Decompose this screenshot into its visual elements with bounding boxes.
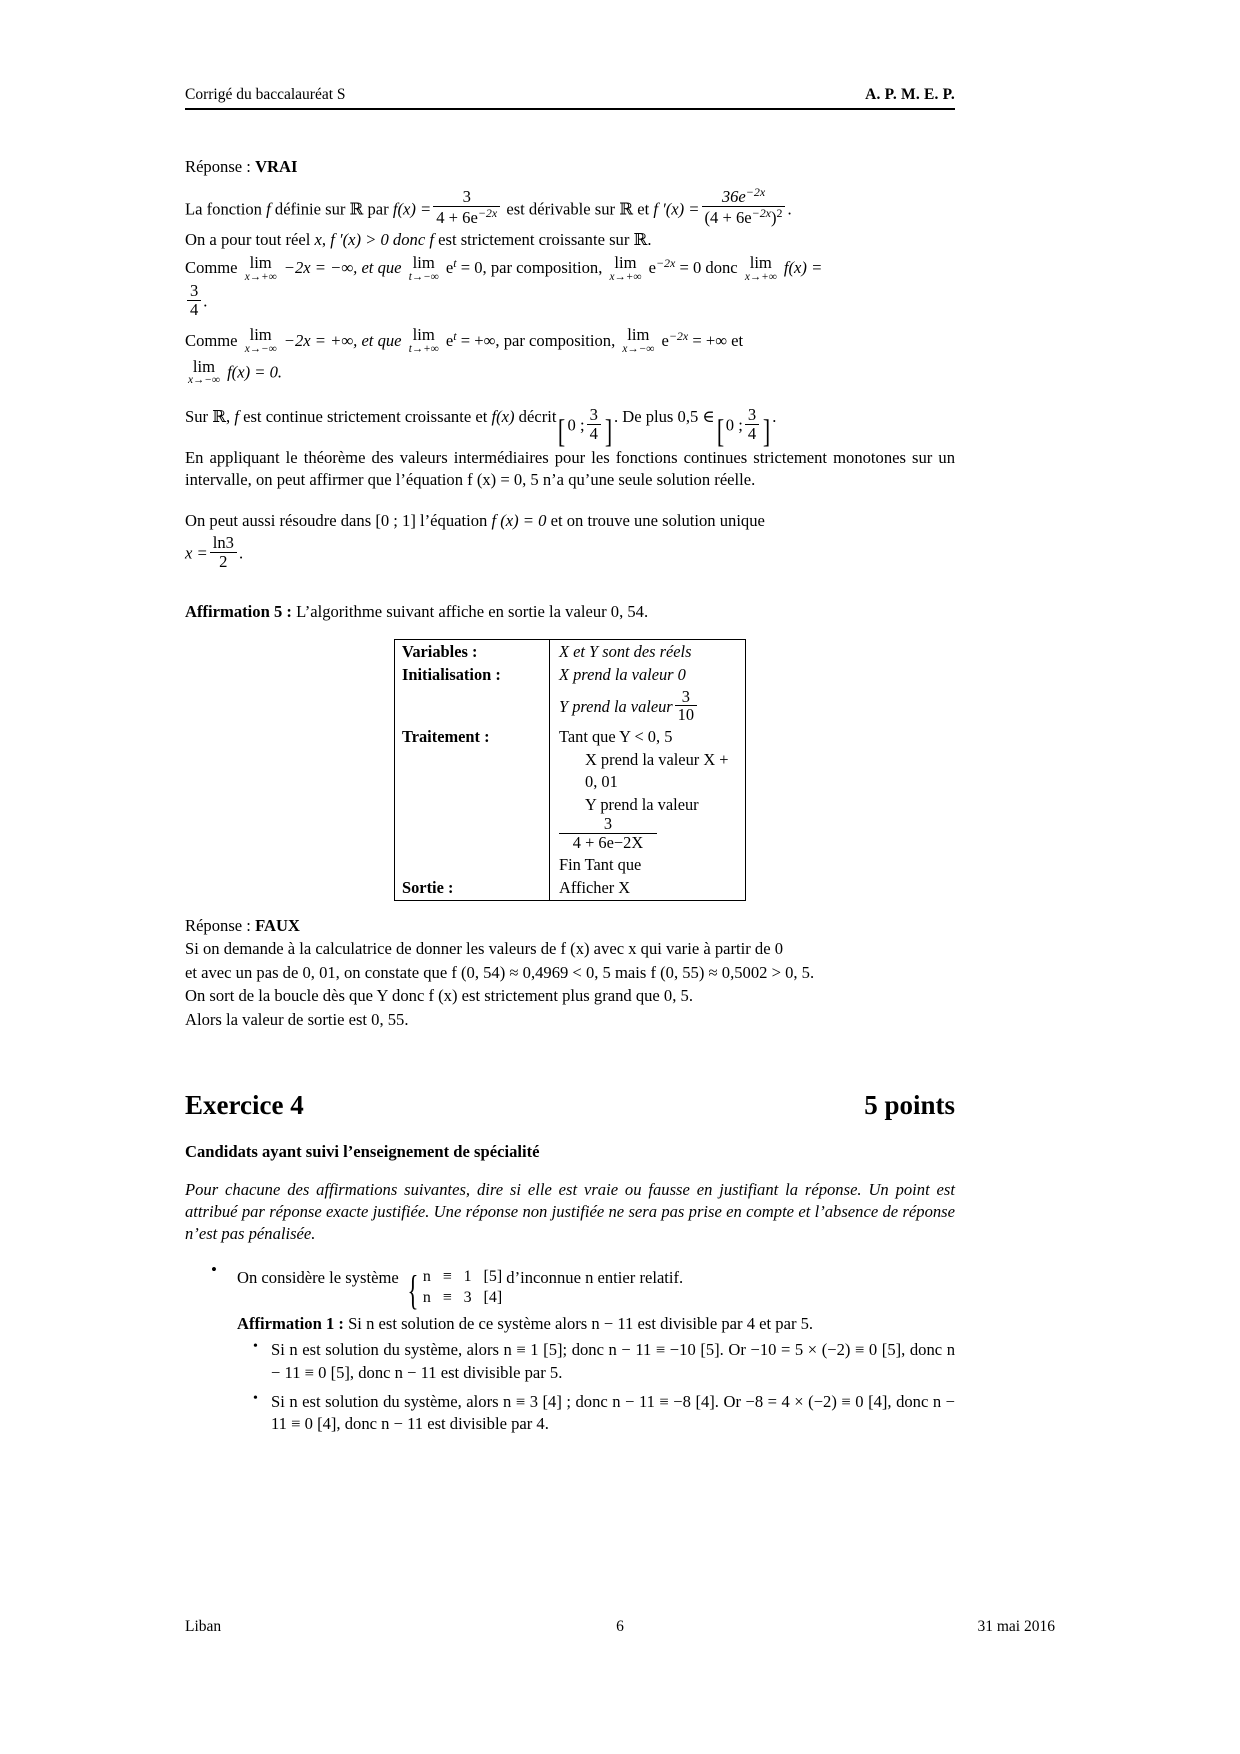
lp-e2: e — [648, 258, 656, 278]
pf-t3: par — [367, 199, 389, 219]
reponse-vrai-line — [185, 156, 955, 178]
para-limite-plus-frac — [185, 282, 955, 319]
tvi-int2-frac — [745, 406, 759, 443]
algo-value-x-assign — [550, 748, 746, 793]
para-faux-l1: Si on demande à la calculatrice de donner les valeurs de f (x) avec x qui varie à partir de 0 — [185, 939, 784, 959]
lp-e1-sup: t — [453, 256, 457, 271]
spacer-1 — [185, 388, 955, 401]
systeme-row-2: n ≡ 3 [4] — [422, 1289, 503, 1307]
lm-expr4: f(x) = 0. — [227, 362, 283, 382]
page-footer — [185, 1618, 1055, 1636]
spacer-3 — [185, 572, 955, 585]
algo-value-init-x — [550, 663, 746, 686]
systeme-intro: On considère le système — [237, 1267, 399, 1287]
lm-lim4 — [188, 356, 220, 387]
pf-frac2-num-exp: −2x — [745, 184, 766, 199]
tvi-R: ℝ — [212, 407, 227, 427]
list-item — [185, 1259, 955, 1436]
lm-expr2: = +∞, par composition, — [460, 331, 616, 351]
pr-frac-num: ln3 — [212, 532, 234, 552]
lp-frac-num: 3 — [190, 281, 199, 301]
lp-expr3: = 0 donc — [679, 258, 738, 278]
algo-label-variables: Variables : — [395, 640, 550, 664]
pr-t1: On peut aussi résoudre dans [0 ; 1] l’équation — [185, 511, 488, 531]
tvi-interval-1 — [556, 405, 613, 450]
tvi-int1-left: 0 ; — [567, 415, 585, 435]
affirmation5-text: L’algorithme suivant affiche en sortie la valeur 0, 54. — [296, 602, 649, 622]
reponse-faux-value: FAUX — [255, 915, 300, 935]
tvi-int2-den: 4 — [745, 424, 759, 443]
algo-label-sortie: Sortie : — [395, 876, 550, 900]
algo-value-init-y — [550, 687, 746, 725]
lp-lim1-top: lim — [249, 252, 272, 272]
exercice-4-heading — [185, 1088, 955, 1123]
para-resoudre-1 — [185, 510, 955, 532]
affirmation1-label: Affirmation 1 : — [237, 1313, 344, 1333]
algo-value-init-x-text: X prend la valeur 0 — [559, 665, 686, 685]
lp-lim2 — [408, 252, 439, 283]
para-resoudre-2 — [185, 534, 955, 571]
algo-value-sortie-text: Afficher X — [559, 878, 631, 898]
lm-lim1 — [245, 327, 277, 355]
tvi-interval-2 — [715, 405, 772, 450]
affirmation1-text: Si n est solution de ce système alors n − 11 est divisible par 4 et par 5. — [348, 1313, 814, 1333]
lp-e2-sup: −2x — [655, 256, 676, 271]
pf-frac1-den — [433, 206, 500, 227]
pc-R: ℝ — [633, 229, 648, 249]
algo-init-y-frac — [675, 688, 697, 724]
list-item: • Si n est solution du système, alors n ≡ 3 [4] ; donc n − 11 ≡ −8 [4]. Or −8 = 4 × (−2) ≡ 0 [4], donc n − 11 ≡ 0 [4], donc n − 11 est divisible par 4. — [237, 1391, 955, 1435]
algo-label-traitement: Traitement : — [395, 725, 550, 748]
pf-frac2 — [702, 186, 786, 227]
lm-lim1-bot: x→−∞ — [244, 343, 277, 356]
lp-lim4 — [744, 252, 777, 283]
algo-value-tantque — [550, 725, 746, 748]
lp-lim1-bot: x→+∞ — [244, 270, 277, 283]
algo-value-variables-text: X et Y sont des réels — [559, 642, 692, 662]
pf-f: f — [266, 199, 271, 219]
algo-label-blank-4 — [395, 853, 550, 876]
lp-e1: e — [445, 258, 454, 278]
tvi-t5: . De plus 0,5 ∈ — [613, 407, 715, 427]
tvi-bracket-open-1: [ — [558, 412, 566, 450]
algo-init-y-num: 3 — [681, 686, 690, 706]
lp-expr1: −2x = −∞, et que — [283, 258, 402, 278]
pr-fx: f (x) = 0 — [491, 511, 547, 531]
affirmation1-proof-list — [237, 1339, 955, 1435]
tvi-bracket-open-2: [ — [716, 412, 724, 450]
reponse-faux-label: Réponse : — [185, 915, 251, 935]
tvi-bracket-close-1: ] — [604, 412, 613, 450]
lm-e2: e — [661, 331, 669, 351]
lm-lim2 — [409, 327, 439, 355]
pf-frac1-num: 3 — [462, 186, 471, 206]
algo-value-variables — [550, 640, 746, 664]
reponse-vrai-value: VRAI — [255, 157, 298, 176]
table-row — [395, 853, 746, 876]
pc-t1: On a pour tout réel — [185, 229, 311, 249]
pc-t4: est strictement croissante sur — [438, 229, 630, 249]
pf-t1: La fonction — [185, 199, 262, 219]
lm-lim2-bot: t→+∞ — [408, 343, 439, 356]
exercice-4-title: Exercice 4 — [185, 1090, 304, 1121]
pf-frac2-den — [702, 206, 786, 227]
pf-t2: définie sur — [274, 199, 346, 219]
pf-t4: est dérivable sur — [506, 199, 616, 219]
pf-frac2-den-close: ) — [770, 207, 777, 227]
pf-frac2-den-exp: −2x — [751, 205, 771, 220]
pr-t3: x = — [185, 542, 208, 562]
lm-e2-sup: −2x — [668, 328, 689, 343]
lp-lim2-bot: t→−∞ — [408, 270, 439, 283]
tvi-f: f — [234, 407, 239, 427]
algo-value-x-assign-text: X prend la valeur X + 0, 01 — [585, 750, 729, 791]
tvi-int2-num: 3 — [747, 405, 757, 425]
table-row — [395, 876, 746, 900]
tvi-int1-frac — [587, 406, 601, 443]
affirmation5-line — [185, 601, 955, 623]
pr-t4: . — [238, 542, 244, 562]
para-limite-moins — [185, 325, 955, 357]
algorithm-table-wrapper — [185, 639, 955, 901]
page-content — [185, 86, 955, 1442]
para-tvi-1 — [185, 401, 955, 450]
affirmation5-label: Affirmation 5 : — [185, 602, 292, 622]
lm-expr1: −2x = +∞, et que — [283, 331, 402, 351]
table-row — [395, 793, 746, 853]
tvi-t3: est continue strictement croissante et — [243, 407, 488, 427]
pr-frac-den: 2 — [210, 552, 237, 571]
para-limite-moins-2 — [185, 356, 955, 387]
pf-frac1-den-base: 4 + 6e — [436, 207, 478, 227]
pr-frac — [210, 534, 237, 571]
para-fonction — [185, 186, 955, 227]
para-limite-plus — [185, 252, 955, 284]
lm-lim3-bot: x→−∞ — [622, 343, 655, 356]
pr-t2: et on trouve une solution unique — [550, 511, 765, 531]
running-header-right: A. P. M. E. P. — [865, 86, 955, 103]
para-faux-l3: On sort de la boucle dès que Y donc f (x) est strictement plus grand que 0, 5. — [185, 986, 693, 1006]
algo-value-y-assign — [550, 793, 746, 853]
table-row — [395, 663, 746, 686]
lm-comme: Comme — [185, 331, 238, 351]
para-croissante — [185, 229, 955, 251]
systeme-line — [237, 1266, 684, 1313]
tvi-bracket-close-2: ] — [763, 412, 771, 450]
algo-label-blank-2 — [395, 748, 550, 793]
algo-label-initialisation: Initialisation : — [395, 663, 550, 686]
lp-lim1 — [244, 252, 277, 283]
tvi-int1-num: 3 — [589, 405, 598, 425]
algo-value-init-y-text: Y prend la valeur — [559, 696, 673, 716]
algo-y-num: 3 — [603, 814, 613, 834]
pc-t3: f ′(x) > 0 donc — [330, 229, 426, 249]
para-faux-l4: Alors la valeur de sortie est 0, 55. — [185, 1009, 409, 1029]
pc-t5: . — [647, 229, 652, 249]
tvi-t1: Sur — [185, 407, 209, 427]
algo-y-frac — [559, 815, 736, 851]
footer-left: Liban — [185, 1618, 222, 1635]
para-faux-l2: et avec un pas de 0, 01, on constate que f (0, 54) ≈ 0,4969 < 0, 5 mais f (0, 55) ≈ 0,5002 > 0, 5. — [185, 962, 815, 982]
pf-frac2-den-a: (4 + 6e — [704, 207, 752, 227]
running-header-left: Corrigé du baccalauréat S — [185, 86, 346, 103]
exercice-4-instructions: Pour chacune des affirmations suivantes, dire si elle est vraie ou fausse en justifiant la réponse. Un point est attribué par réponse exacte justifiée. Une réponse non justifiée ne sera pas prise en compte et l’absence de réponse n’est pas pénalisée. — [185, 1179, 955, 1243]
pc-f: f — [429, 229, 434, 249]
table-row — [395, 748, 746, 793]
lm-lim3 — [622, 327, 654, 355]
lp-lim3-top: lim — [614, 252, 637, 272]
lm-lim3-top: lim — [627, 325, 650, 345]
algo-value-tantque-text: Tant que Y < 0, 5 — [559, 727, 673, 747]
pf-R2: ℝ — [619, 199, 634, 219]
lm-lim1-top: lim — [249, 325, 272, 345]
tvi-fx: f(x) — [491, 407, 515, 427]
lp-frac-period: . — [203, 291, 208, 311]
lm-e1: e — [445, 331, 454, 351]
systeme-row-1: n ≡ 1 [5] — [422, 1268, 503, 1286]
pc-t2: , — [321, 229, 327, 249]
running-header — [185, 86, 955, 108]
table-row — [395, 640, 746, 664]
exercice-4-points: 5 points — [864, 1090, 955, 1121]
reponse-vrai-label: Réponse : — [185, 157, 251, 176]
algo-value-sortie — [550, 876, 746, 900]
exercice-4-subtitle: Candidats ayant suivi l’enseignement de spécialité — [185, 1142, 540, 1162]
lm-lim4-top: lim — [192, 356, 216, 376]
lp-lim4-top: lim — [749, 252, 772, 272]
tvi-int2-left: 0 ; — [725, 415, 743, 435]
table-row — [395, 725, 746, 748]
algo-init-y-den: 10 — [675, 705, 697, 724]
systeme-rows — [423, 1266, 502, 1308]
lp-lim3-bot: x→+∞ — [609, 270, 642, 283]
pf-frac1 — [433, 188, 500, 227]
pf-frac2-den-pow: 2 — [776, 205, 783, 220]
reponse-faux-line — [185, 915, 955, 937]
pf-fprime: f ′(x) = — [653, 199, 700, 219]
algo-y-den: 4 + 6e−2X — [559, 833, 657, 852]
algo-label-blank-3 — [395, 793, 550, 853]
lp-frac — [187, 282, 201, 319]
lm-lim4-bot: x→−∞ — [188, 374, 220, 387]
pf-frac2-num — [702, 186, 786, 206]
pf-fx: f(x) = — [392, 199, 432, 219]
systeme-outro: d’inconnue n entier relatif. — [506, 1267, 684, 1287]
algo-label-blank-1 — [395, 687, 550, 725]
lp-expr4: f(x) = — [783, 258, 823, 278]
lm-e1-sup: t — [453, 328, 457, 343]
footer-right: 31 mai 2016 — [977, 1618, 1055, 1635]
pf-R: ℝ — [349, 199, 364, 219]
lp-lim3 — [609, 252, 642, 283]
algo-value-y-assign-text: Y prend la valeur — [585, 795, 699, 815]
spacer-2 — [185, 492, 955, 498]
pf-period: . — [787, 199, 792, 219]
lp-expr2: = 0, par composition, — [460, 258, 603, 278]
tvi-t4: décrit — [518, 407, 557, 427]
document-body — [185, 156, 955, 1435]
lm-lim2-top: lim — [412, 325, 435, 345]
lp-lim2-top: lim — [412, 252, 435, 272]
systeme-list — [185, 1259, 955, 1436]
footer-page-number: 6 — [616, 1618, 624, 1635]
pf-t5: et — [637, 199, 650, 219]
tvi-t6: . — [772, 407, 777, 427]
lp-lim4-bot: x→+∞ — [744, 270, 777, 283]
lm-expr3: = +∞ et — [692, 331, 744, 351]
algorithm-table — [394, 639, 746, 901]
systeme-braces — [403, 1266, 503, 1313]
affirmation1-line — [237, 1313, 955, 1335]
lp-frac-den: 4 — [187, 300, 201, 319]
list-item: • Si n est solution du système, alors n ≡ 1 [5]; donc n − 11 ≡ −10 [5]. Or −10 = 5 × (−2) ≡ 0 [5], donc n − 11 ≡ 0 [5], donc n − 11 est divisible par 5. — [237, 1339, 955, 1383]
tvi-int1-den: 4 — [587, 424, 601, 443]
lp-comme: Comme — [185, 258, 238, 278]
para-tvi-2: En appliquant le théorème des valeurs intermédiaires pour les fonctions continues strictement monotones sur un intervalle, on peut affirmer que l’équation f (x) = 0, 5 n’a qu’une seule solution réelle. — [185, 447, 955, 489]
table-row — [395, 687, 746, 725]
header-rule — [185, 108, 955, 110]
tvi-t2: , — [226, 407, 231, 427]
algo-value-fintantque: Fin Tant que — [559, 854, 642, 874]
systeme-brace-icon: { — [407, 1266, 419, 1313]
pf-frac2-num-base: 36e — [721, 186, 746, 206]
pf-frac1-den-exp: −2x — [477, 205, 498, 220]
pc-x: x — [314, 229, 322, 249]
